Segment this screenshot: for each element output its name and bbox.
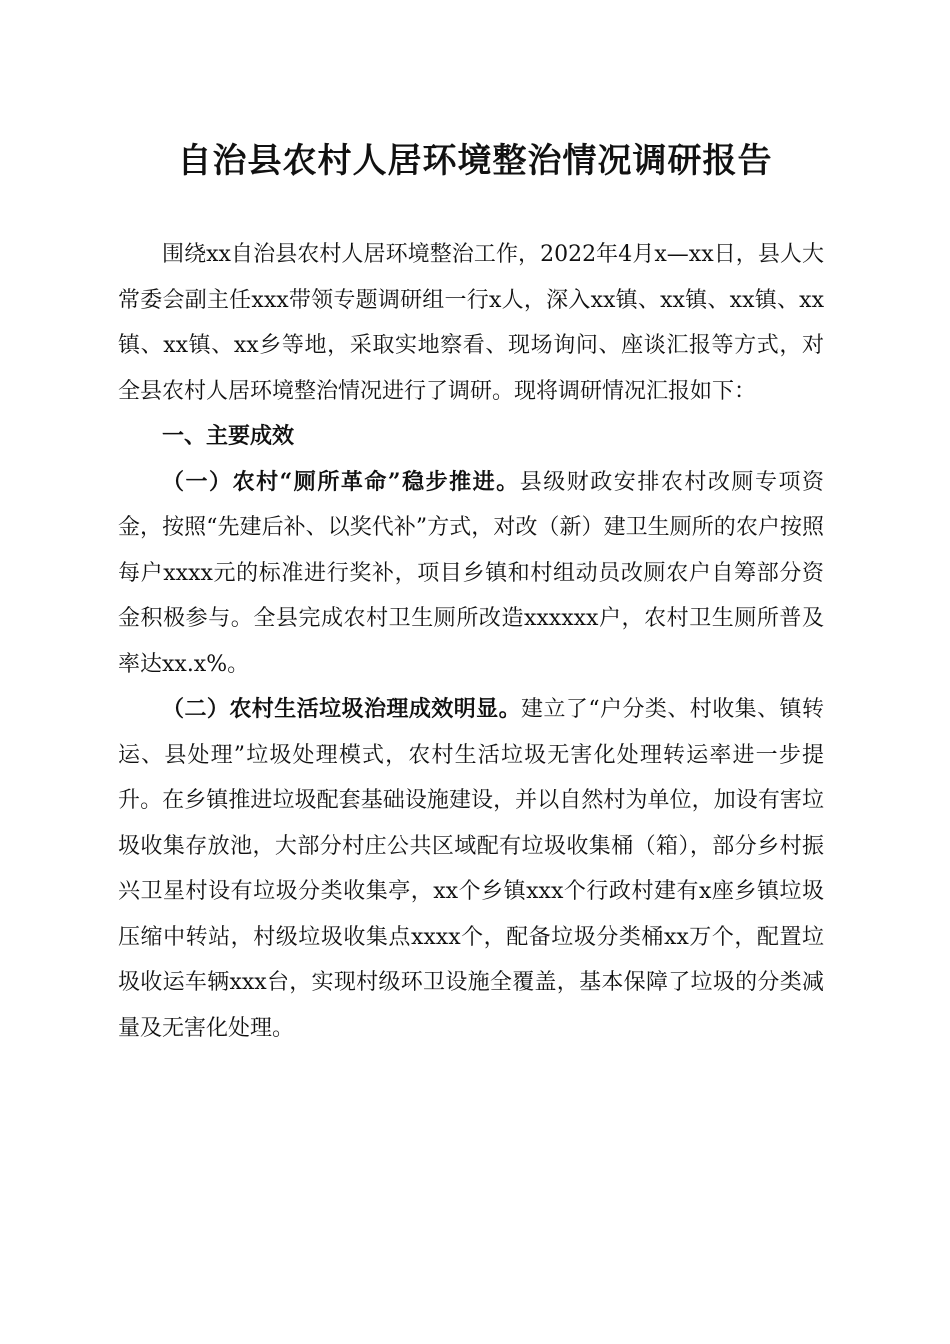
subheading-garbage-governance: （二）农村生活垃圾治理成效明显。	[162, 696, 522, 722]
paragraph-garbage-governance	[118, 687, 824, 1051]
text-garbage-governance: 建立了“户分类、村收集、镇转运、县处理”垃圾处理模式，农村生活垃圾无害化处理转运率进一步提升。在乡镇推进垃圾配套基础设施建设，并以自然村为单位，加设有害垃圾收集存放池，大部分村庄公共区域配有垃圾收集桶（箱），部分乡村振兴卫星村设有垃圾分类收集亭，xx个乡镇xxx个行政村建有x座乡镇垃圾压缩中转站，村级垃圾收集点xxxx个，配备垃圾分类桶xx万个，配置垃圾收运车辆xxx台，实现村级环卫设施全覆盖，基本保障了垃圾的分类减量及无害化处理。	[118, 697, 824, 1041]
section-heading-main-results: 一、主要成效	[162, 424, 295, 449]
document-body	[118, 232, 824, 1051]
paragraph-toilet-revolution	[118, 460, 824, 688]
subheading-toilet-revolution: （一）农村“厕所革命”稳步推进。	[162, 468, 520, 495]
intro-paragraph: 围绕xx自治县农村人居环境整治工作，2022年4月x—xx日，县人大常委会副主任xxx带领专题调研组一行x人，深入xx镇、xx镇、xx镇、xx镇、xx镇、xx乡等地，采取实地察看、现场询问、座谈汇报等方式，对全县农村人居环境整治情况进行了调研。现将调研情况汇报如下：	[118, 242, 824, 404]
text-toilet-revolution: 县级财政安排农村改厕专项资金，按照“先建后补、以奖代补”方式，对改（新）建卫生厕所的农户按照每户xxxx元的标准进行奖补，项目乡镇和村组动员改厕农户自筹部分资金积极参与。全县完成农村卫生厕所改造xxxxxx户，农村卫生厕所普及率达xx.x%。	[118, 469, 824, 677]
document-title: 自治县农村人居环境整治情况调研报告	[177, 141, 773, 181]
